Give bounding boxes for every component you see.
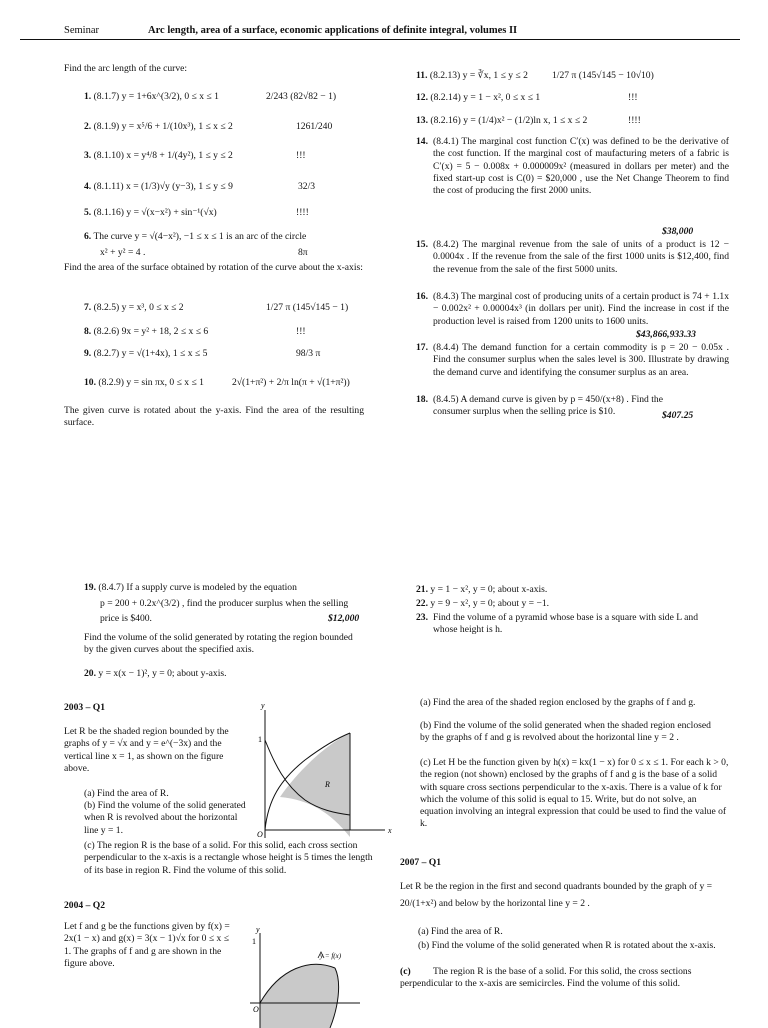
p2003-shaded-region-r (280, 733, 350, 837)
p2004-fig-origin: O (253, 1005, 259, 1014)
q21: 21. y = 1 − x², y = 0; about x-axis. (416, 584, 548, 595)
q17-text: (8.4.4) The demand function for a certain commodity is p = 20 − 0.05x . Find the consumer surplus when the sales level is 300. Illustrate by drawing the demand curve and identifying the consumer surplus as an area. (433, 342, 729, 378)
header-seminar: Seminar (64, 25, 99, 36)
p2003-fig-origin: O (257, 830, 263, 839)
p2007-part-a: (a) Find the area of R. (418, 926, 503, 937)
q19-answer: $12,000 (328, 613, 360, 624)
p2007-part-b: (b) Find the volume of the solid generated when R is rotated about the x-axis. (418, 940, 716, 951)
p2003-fig-y: y (261, 701, 265, 710)
arc-item-6: 6. The curve y = √(4−x²), −1 ≤ x ≤ 1 is an arc of the circle (84, 231, 307, 242)
q17-number: 17. (416, 342, 428, 353)
q19-line2: p = 200 + 0.2x^(3/2) , find the producer surplus when the selling (100, 598, 349, 609)
p2004-fig-y: y (256, 925, 260, 934)
surface-answer-13: !!!! (628, 115, 641, 126)
arc-answer-6: 8π (298, 247, 308, 258)
header-title: Arc length, area of a surface, economic applications of definite integral, volumes II (148, 25, 518, 36)
surface-item-7: 7. (8.2.5) y = x³, 0 ≤ x ≤ 2 (84, 302, 184, 313)
arc-item-2: 2. (8.1.9) y = x⁵/6 + 1/(10x³), 1 ≤ x ≤ 2 (84, 121, 233, 132)
p2003-part-c: (c) The region R is the base of a solid. For this solid, each cross section perpendicular to the x-axis is a rectangle whose height is 5 times the length of its base in region R. Find the volume of this solid. (84, 840, 373, 876)
q14-answer: $38,000 (662, 226, 694, 237)
surface-item-13: 13. (8.2.16) y = (1/4)x² − (1/2)ln x, 1 ≤ x ≤ 2 (416, 115, 588, 126)
p2007-part-c-label: (c) (400, 966, 411, 977)
arc-item-4: 4. (8.1.11) x = (1/3)√y (y−3), 1 ≤ y ≤ 9 (84, 181, 233, 192)
q23-number: 23. (416, 612, 428, 623)
q18-text: (8.4.5) A demand curve is given by p = 450/(x+8) . Find the consumer surplus when the selling price is $10. (433, 394, 663, 418)
surface-item-12: 12. (8.2.14) y = 1 − x², 0 ≤ x ≤ 1 (416, 92, 541, 103)
surface-intro: Find the area of the surface obtained by rotation of the curve about the x-axis: (64, 262, 363, 273)
surface-yaxis-intro: The given curve is rotated about the y-axis. Find the area of the resulting surface. (64, 405, 364, 429)
q23-text: Find the volume of a pyramid whose base is a square with side L and whose height is h. (433, 612, 699, 636)
surface-item-9: 9. (8.2.7) y = √(1+4x), 1 ≤ x ≤ 5 (84, 348, 208, 359)
q16-text: (8.4.3) The marginal cost of producing units of a certain product is 74 + 1.1x − 0.002x² + 0.00004x³ (in dollars per unit). Find the increase in cost if the production level is raised from 1200 units to 1600 units. (433, 291, 729, 327)
p2003-intro: Let R be the shaded region bounded by the graphs of y = √x and y = e^(−3x) and the vertical line x = 1, as shown on the figure above. (64, 726, 229, 774)
arc-answer-1: 2/243 (82√82 − 1) (266, 91, 337, 102)
p2004-intro: Let f and g be the functions given by f(x) = 2x(1 − x) and g(x) = 3(x − 1)√x for 0 ≤ x ≤ 1. The graphs of f and g are shown in the figure above. (64, 921, 230, 969)
q18-answer: $407.25 (662, 410, 694, 421)
q16-answer: $43,866,933.33 (636, 329, 696, 340)
arc-answer-2: 1261/240 (296, 121, 333, 132)
q20: 20. y = x(x − 1)², y = 0; about y-axis. (84, 668, 227, 679)
surface-answer-10: 2√(1+π²) + 2/π ln(π + √(1+π²)) (232, 377, 350, 388)
p2007-part-c: The region R is the base of a solid. For this solid, the cross sections perpendicular to the x-axis are semicircles. Find the volume of this solid. (400, 966, 692, 990)
p2003-title: 2003 – Q1 (64, 702, 106, 713)
q14-text: (8.4.1) The marginal cost function C′(x) was defined to be the derivative of the cost function. If the marginal cost of maufacturing meters of a fabric is C′(x) = 5 − 0.008x + 0.000009x² (measured in dollars per meter) and the fixed start-up cost is C(0) = $20,000 , use the Net Change Theorem to find the cost of producing the first 2000 units. (433, 136, 729, 197)
arc-item-5: 5. (8.1.16) y = √(x−x²) + sin⁻¹(√x) (84, 207, 217, 218)
q15-text: (8.4.2) The marginal revenue from the sale of units of a product is 12 − 0.0004x . If the revenue from the sale of the first 1000 units is $12,400, find the revenue from the sale of the first 5000 units. (433, 239, 729, 275)
p2003-figure (250, 700, 400, 840)
p2004-part-b: (b) Find the volume of the solid generated when the shaded region enclosed by the graphs of f and g is revolved about the horizontal line y = 2 . (420, 720, 711, 744)
q19-line1: 19. (8.4.7) If a supply curve is modeled by the equation (84, 582, 297, 593)
p2004-part-a: (a) Find the area of the shaded region enclosed by the graphs of f and g. (420, 697, 696, 708)
p2003-fig-r: R (325, 780, 330, 789)
q14-number: 14. (416, 136, 428, 147)
p2003-part-a: (a) Find the area of R. (84, 788, 169, 799)
surface-answer-12: !!! (628, 92, 638, 103)
volume-intro: Find the volume of the solid generated by rotating the region bounded by the given curves about the specified axis. (84, 632, 353, 656)
q19-line3: price is $400. (100, 613, 152, 624)
arc-item-1: 1. (8.1.7) y = 1+6x^(3/2), 0 ≤ x ≤ 1 (84, 91, 219, 102)
p2004-figure (250, 925, 370, 1028)
p2004-title: 2004 – Q2 (64, 900, 106, 911)
surface-answer-7: 1/27 π (145√145 − 1) (266, 302, 349, 313)
q18-number: 18. (416, 394, 428, 405)
arc-answer-3: !!! (296, 150, 306, 161)
p2004-fig-f-label: y = f(x) (320, 952, 342, 960)
arc-answer-4: 32/3 (298, 181, 316, 192)
arc-intro: Find the arc length of the curve: (64, 63, 188, 74)
p2003-fig-x: x (388, 826, 392, 835)
arc-item-6-line2: x² + y² = 4 . (100, 247, 146, 258)
p2004-part-c: (c) Let H be the function given by h(x) = kx(1 − x) for 0 ≤ x ≤ 1. For each k > 0, the region (not shown) enclosed by the graphs of f and g is the base of a solid with square cross sections perpendicular to the x-axis. There is a value of k for which the volume of this solid is equal to 15. Write, but do not solve, an equation involving an integral expression that could be used to find the value of k. (420, 757, 729, 830)
surface-answer-9: 98/3 π (296, 348, 321, 359)
surface-answer-11: 1/27 π (145√145 − 10√10) (552, 70, 654, 81)
q15-number: 15. (416, 239, 428, 250)
p2004-shaded-region (260, 964, 339, 1028)
surface-item-10: 10. (8.2.9) y = sin πx, 0 ≤ x ≤ 1 (84, 377, 204, 388)
q22: 22. y = 9 − x², y = 0; about y = −1. (416, 598, 550, 609)
p2004-fig-one: 1 (252, 937, 256, 946)
p2003-fig-one: 1 (258, 735, 262, 744)
p2007-title: 2007 – Q1 (400, 857, 442, 868)
p2007-intro: Let R be the region in the first and second quadrants bounded by the graph of y = 20/(1+x²) and below by the horizontal line y = 2 . (400, 881, 713, 909)
surface-item-11: 11. (8.2.13) y = ∛x, 1 ≤ y ≤ 2 (416, 70, 528, 81)
surface-item-8: 8. (8.2.6) 9x = y² + 18, 2 ≤ x ≤ 6 (84, 326, 209, 337)
surface-answer-8: !!! (296, 326, 306, 337)
arc-answer-5: !!!! (296, 207, 309, 218)
arc-item-3: 3. (8.1.10) x = y⁴/8 + 1/(4y²), 1 ≤ y ≤ 2 (84, 150, 233, 161)
p2003-part-b: (b) Find the volume of the solid generated when R is revolved about the horizontal line y = 1. (84, 800, 246, 836)
header-rule (20, 39, 740, 40)
q16-number: 16. (416, 291, 428, 302)
